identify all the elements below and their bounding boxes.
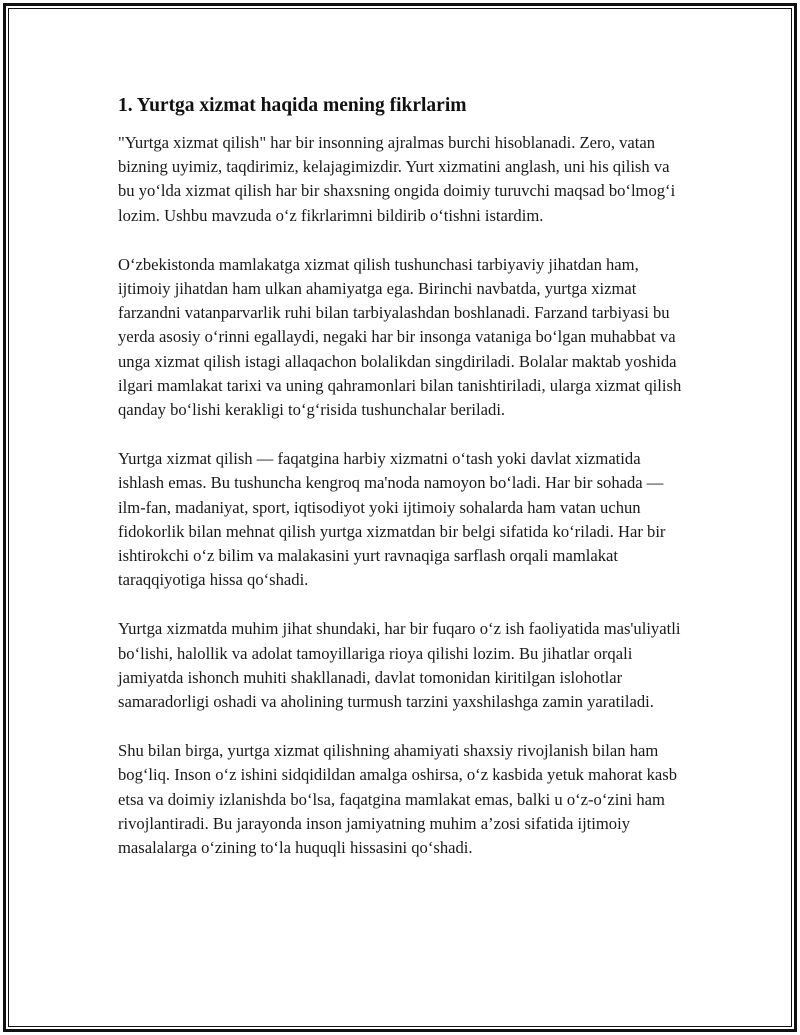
paragraph-4: Yurtga xizmatda muhim jihat shundaki, har bir fuqaro o‘z ish faoliyatida mas'uliyatli bo‘lishi, halollik va adolat tamoyillariga rioya qilishi lozim. Bu jihatlar orqali jamiyatda ishonch muhiti shakllanadi, davlat tomonidan kiritilgan islohotlar samaradorligi oshadi va aholining turmush tarzini yaxshilashga zamin yaratiladi.	[118, 619, 681, 712]
paragraph-1: "Yurtga xizmat qilish" har bir insonning ajralmas burchi hisoblanadi. Zero, vatan bizning uyimiz, taqdirimiz, kelajagimizdir. Yurt xizmatini anglash, uni his qilish va bu yo‘lda xizmat qilish har bir shaxsning ongida doimiy turuvchi maqsad bo‘lmog‘i lozim. Ushbu mavzuda o‘z fikrlarimni bildirib o‘tishni istardim.	[118, 133, 676, 225]
paragraph-5: Shu bilan birga, yurtga xizmat qilishning ahamiyati shaxsiy rivojlanish bilan ham bog‘liq. Inson o‘z ishini sidqidildan amalga oshirsa, o‘z kasbida yetuk mahorat kasb etsa va doimiy izlanishda bo‘lsa, faqatgina mamlakat emas, balki u o‘z-o‘zini ham rivojlantiradi. Bu jarayonda inson jamiyatning muhim a’zosi sifatida ijtimoiy masalalarga o‘zining to‘la huquqli hissasini qo‘shadi.	[118, 741, 678, 858]
paragraph-3: Yurtga xizmat qilish — faqatgina harbiy xizmatni o‘tash yoki davlat xizmatida ishlash emas. Bu tushuncha kengroq ma'noda namoyon bo‘ladi. Har bir sohada — ilm-fan, madaniyat, sport, iqtisodiyot yoki ijtimoiy sohalarda ham vatan uchun fidokorlik bilan mehnat qilish yurtga xizmatdan bir belgi sifatida ko‘riladi. Har bir ishtirokchi o‘z bilim va malakasini yurt ravnaqiga sarflash orqali mamlakat taraqqiyotiga hissa qo‘shadi.	[118, 449, 666, 590]
section-heading: 1. Yurtga xizmat haqida mening fikrlarim	[118, 95, 467, 116]
paragraph-2: O‘zbekistonda mamlakatga xizmat qilish tushunchasi tarbiyaviy jihatdan ham, ijtimoiy jihatdan ham ulkan ahamiyatga ega. Birinchi navbatda, yurtga xizmat farzandni vatanparvarlik ruhi bilan tarbiyalashdan boshlanadi. Farzand tarbiyasi bu yerda asosiy o‘rinni egallaydi, negaki har bir insonga vataniga bo‘lgan muhabbat va unga xizmat qilish istagi allaqachon bolalikdan singdiriladi. Bolalar maktab yoshida ilgari mamlakat tarixi va uning qahramonlari bilan tanishtiriladi, ularga xizmat qilish qanday bo‘lishi kerakligi to‘g‘risida tushunchalar beriladi.	[118, 254, 682, 420]
document-body	[118, 93, 688, 885]
